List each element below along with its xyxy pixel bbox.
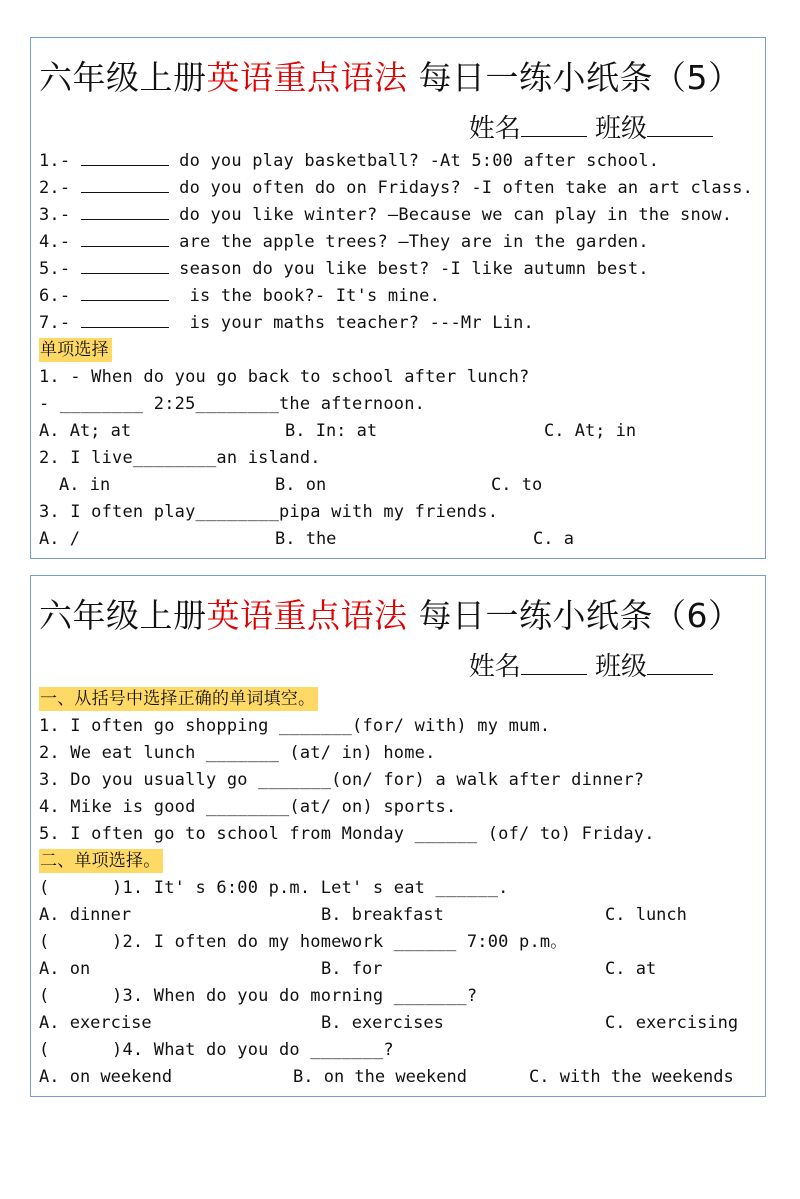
mc-options	[39, 472, 761, 499]
section-heading: 一、从括号中选择正确的单词填空。	[39, 687, 318, 711]
fill-question: 5. I often go to school from Monday ______ (of/ to) Friday.	[39, 824, 655, 844]
option-c[interactable]: C. at	[605, 959, 657, 979]
option-c[interactable]: C. with the weekends	[529, 1067, 734, 1087]
option-b[interactable]: B. on	[275, 475, 327, 495]
title-series: 每日一练小纸条（5）	[407, 58, 742, 97]
section-heading: 单项选择	[39, 338, 112, 362]
fill-question: 2. We eat lunch _______ (at/ in) home.	[39, 743, 436, 763]
section-heading-row	[39, 337, 761, 364]
option-a[interactable]: A. At; at	[39, 421, 132, 441]
mc-question: ( )1. It' s 6:00 p.m. Let' s eat ______.	[39, 878, 509, 898]
option-b[interactable]: B. the	[275, 529, 337, 549]
fill-question: 3.- do you like winter? —Because we can play in the snow.	[39, 202, 761, 229]
fill-question: 3. Do you usually go _______(on/ for) a walk after dinner?	[39, 770, 645, 790]
option-a[interactable]: A. exercise	[39, 1013, 152, 1033]
name-class-row	[469, 646, 713, 683]
title-grade: 六年级上册	[39, 596, 207, 635]
option-b[interactable]: B. for	[321, 959, 383, 979]
answer-blank[interactable]	[81, 148, 169, 166]
option-a[interactable]: A. dinner	[39, 905, 132, 925]
name-blank[interactable]	[521, 654, 587, 675]
mc-question: ( )4. What do you do _______?	[39, 1040, 394, 1060]
answer-blank[interactable]	[81, 256, 169, 274]
mc-options	[39, 418, 761, 445]
option-b[interactable]: B. In: at	[285, 421, 378, 441]
fill-question: 1.- do you play basketball? -At 5:00 after school.	[39, 148, 761, 175]
title-series: 每日一练小纸条（6）	[407, 596, 742, 635]
worksheet-5	[30, 37, 766, 559]
option-c[interactable]: C. At; in	[544, 421, 637, 441]
section-heading-row	[39, 686, 761, 713]
fill-question: 7.- is your maths teacher? ---Mr Lin.	[39, 310, 761, 337]
name-class-row	[469, 108, 713, 145]
mc-question: 2. I live________an island.	[39, 448, 321, 468]
option-a[interactable]: A. /	[39, 529, 80, 549]
class-blank[interactable]	[647, 654, 713, 675]
worksheet-title	[39, 590, 742, 637]
option-c[interactable]: C. to	[491, 475, 543, 495]
mc-question: 3. I often play________pipa with my friends.	[39, 502, 499, 522]
class-blank[interactable]	[647, 116, 713, 137]
class-label: 班级	[594, 114, 647, 144]
answer-blank[interactable]	[81, 175, 169, 193]
option-a[interactable]: A. on weekend	[39, 1067, 173, 1087]
section-heading: 二、单项选择。	[39, 849, 163, 873]
option-b[interactable]: B. exercises	[321, 1013, 444, 1033]
option-b[interactable]: B. on the weekend	[293, 1067, 467, 1087]
fill-question: 2.- do you often do on Fridays? -I often take an art class.	[39, 175, 761, 202]
class-label: 班级	[594, 652, 647, 682]
worksheet-body	[39, 686, 761, 1091]
name-label: 姓名	[468, 652, 521, 682]
answer-blank[interactable]	[81, 229, 169, 247]
option-c[interactable]: C. a	[533, 529, 574, 549]
mc-question: ( )3. When do you do morning _______?	[39, 986, 478, 1006]
option-b[interactable]: B. breakfast	[321, 905, 444, 925]
worksheet-title	[39, 52, 742, 99]
title-grade: 六年级上册	[39, 58, 207, 97]
worksheet-6	[30, 575, 766, 1097]
fill-question: 6.- is the book?- It's mine.	[39, 283, 761, 310]
option-a[interactable]: A. on	[39, 959, 91, 979]
fill-question: 1. I often go shopping _______(for/ with) my mum.	[39, 716, 551, 736]
mc-options	[39, 956, 761, 983]
fill-question: 4. Mike is good ________(at/ on) sports.	[39, 797, 457, 817]
option-c[interactable]: C. lunch	[605, 905, 687, 925]
mc-options	[39, 902, 761, 929]
fill-question: 4.- are the apple trees? —They are in the garden.	[39, 229, 761, 256]
name-blank[interactable]	[521, 116, 587, 137]
answer-blank[interactable]	[81, 202, 169, 220]
mc-question-answer-line: - ________ 2:25________the afternoon.	[39, 394, 426, 414]
answer-blank[interactable]	[81, 310, 169, 328]
worksheet-body	[39, 148, 761, 553]
title-topic: 英语重点语法	[206, 58, 408, 97]
mc-options	[39, 526, 761, 553]
mc-question: 1. - When do you go back to school after lunch?	[39, 367, 530, 387]
name-label: 姓名	[468, 114, 521, 144]
fill-question: 5.- season do you like best? -I like autumn best.	[39, 256, 761, 283]
mc-options	[39, 1010, 761, 1037]
option-c[interactable]: C. exercising	[605, 1013, 739, 1033]
mc-options	[39, 1064, 761, 1091]
section-heading-row	[39, 848, 761, 875]
mc-question: ( )2. I often do my homework ______ 7:00 p.m。	[39, 932, 568, 952]
option-a[interactable]: A. in	[59, 475, 111, 495]
answer-blank[interactable]	[81, 283, 169, 301]
title-topic: 英语重点语法	[206, 596, 408, 635]
